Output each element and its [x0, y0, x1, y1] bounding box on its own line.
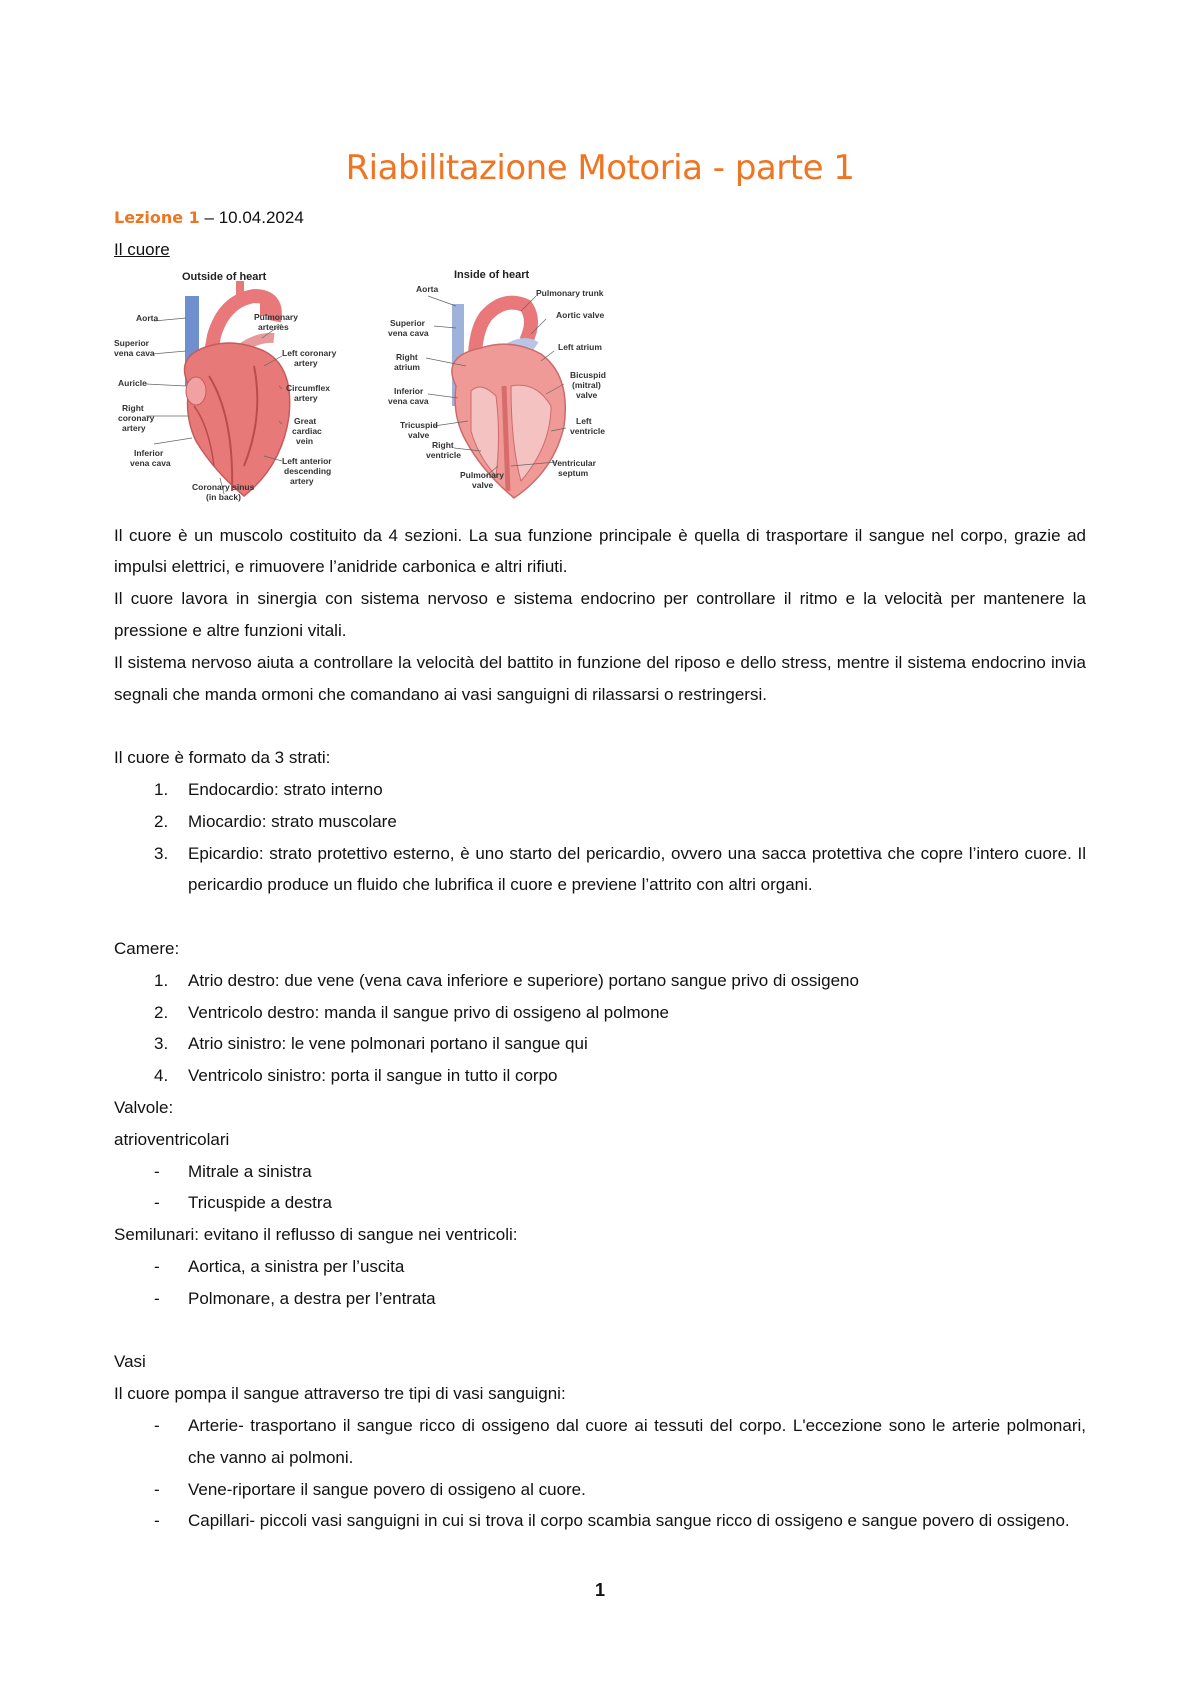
label-pulmonary-trunk: Pulmonary trunk — [536, 287, 604, 298]
label-left-ventricle-a: Left — [576, 415, 592, 426]
chambers-list — [114, 965, 1086, 1092]
label-left-atrium: Left atrium — [558, 341, 602, 352]
label-right: Right — [122, 402, 144, 413]
label-arteries: arteries — [258, 321, 289, 332]
label-right-ventricle-b: ventricle — [426, 449, 461, 460]
list-item: - Arterie- trasportano il sangue ricco di ossigeno dal cuore ai tessuti del corpo. L'eccezione sono le arterie polmonari, che vanno ai polmoni. — [114, 1410, 1086, 1474]
valves-intro: Valvole: — [114, 1097, 174, 1117]
list-item: 2. Miocardio: strato muscolare — [114, 806, 1086, 838]
label-inferior-vena-cava-inside: vena cava — [388, 395, 429, 406]
list-item: - Mitrale a sinistra — [114, 1156, 1086, 1188]
list-item: 4. Ventricolo sinistro: porta il sangue in tutto il corpo — [114, 1060, 1086, 1092]
label-vena-cava: vena cava — [114, 347, 155, 358]
valves-av-list — [114, 1156, 1086, 1220]
list-item: 1. Atrio destro: due vene (vena cava inferiore e superiore) portano sangue privo di ossigeno — [114, 965, 1086, 997]
paragraph-synergy: Il cuore lavora in sinergia con sistema nervoso e sistema endocrino per controllare il ritmo e la velocità per mantenere la pressione e altre funzioni vitali. — [114, 589, 1086, 640]
label-auricle: Auricle — [118, 377, 147, 388]
label-left-coronary: Left coronary — [282, 347, 337, 358]
page-title: Riabilitazione Motoria - parte 1 — [345, 148, 855, 188]
label-right-inside: Right — [396, 351, 418, 362]
label-left-anterior: Left anterior — [282, 455, 332, 466]
label-tricuspid: Tricuspid — [400, 419, 438, 430]
list-item: - Vene-riportare il sangue povero di ossigeno al cuore. — [114, 1474, 1086, 1506]
list-number: 4. — [154, 1066, 169, 1086]
list-number: 3. — [154, 843, 169, 863]
label-ventricular: Ventricular — [552, 457, 596, 468]
heart-figures — [114, 266, 1086, 520]
lesson-date: 10.04.2024 — [218, 208, 304, 227]
label-inferior: Inferior — [134, 447, 164, 458]
outside-heart-caption: Outside of heart — [182, 270, 267, 283]
chambers-intro: Camere: — [114, 938, 180, 958]
spacer — [114, 1315, 1086, 1347]
list-number: 2. — [154, 1002, 169, 1022]
label-artery: artery — [122, 422, 146, 433]
label-aorta: Aorta — [136, 312, 159, 323]
outside-heart-illustration — [114, 266, 364, 516]
dash-marker: - — [154, 1193, 160, 1213]
label-coronary: coronary — [118, 412, 155, 423]
list-item: - Polmonare, a destra per l’entrata — [114, 1283, 1086, 1315]
dash-marker: - — [154, 1256, 160, 1276]
label-circumflex: Circumflex — [286, 382, 330, 393]
document-body — [114, 202, 1086, 1537]
label-superior: Superior — [114, 337, 149, 348]
label-atrium: atrium — [394, 361, 420, 372]
dash-marker: - — [154, 1479, 160, 1499]
dash-marker: - — [154, 1161, 160, 1181]
label-aortic-valve: Aortic valve — [556, 309, 605, 320]
label-mitral-valve: valve — [576, 389, 598, 400]
label-in-back: (in back) — [206, 491, 241, 502]
list-item: - Aortica, a sinistra per l’uscita — [114, 1251, 1086, 1283]
label-mitral: (mitral) — [572, 379, 601, 390]
label-aorta-inside: Aorta — [416, 283, 439, 294]
page-number: 1 — [594, 1580, 605, 1600]
lesson-line — [114, 202, 1086, 234]
dash-marker: - — [154, 1415, 160, 1435]
vessels-heading: Vasi — [114, 1352, 146, 1372]
label-septum: septum — [558, 467, 589, 478]
vessels-list — [114, 1410, 1086, 1537]
label-vena-cava-inside: vena cava — [388, 327, 429, 338]
layers-intro: Il cuore è formato da 3 strati: — [114, 748, 331, 768]
label-left-ventricle-b: ventricle — [570, 425, 605, 436]
label-bicuspid: Bicuspid — [570, 369, 606, 380]
lesson-label: Lezione 1 — [114, 208, 200, 227]
valves-semilunar-heading: Semilunari: evitano il reflusso di sangue nei ventricoli: — [114, 1225, 518, 1245]
label-great: Great — [294, 415, 317, 426]
label-inferior-inside: Inferior — [394, 385, 424, 396]
vessels-intro: Il cuore pompa il sangue attraverso tre tipi di vasi sanguigni: — [114, 1384, 566, 1404]
label-left-coronary-artery: artery — [294, 357, 318, 368]
label-coronary-sinus: Coronary sinus — [192, 481, 255, 492]
label-pulmonary-valve-b: valve — [472, 479, 494, 490]
label-descending-artery: artery — [290, 475, 314, 486]
paragraph-intro: Il cuore è un muscolo costituito da 4 sezioni. La sua funzione principale è quella di trasportare il sangue nel corpo, grazie ad impulsi elettrici, e rimuovere l’anidride carbonica e altri rifiuti. — [114, 525, 1086, 577]
list-item: - Capillari- piccoli vasi sanguigni in cui si trova il corpo scambia sangue ricco di ossigeno e sangue povero di ossigeno. — [114, 1505, 1086, 1537]
label-right-ventricle-a: Right — [432, 439, 454, 450]
list-number: 3. — [154, 1034, 169, 1054]
label-inferior-vena-cava: vena cava — [130, 457, 171, 468]
inside-heart-illustration — [386, 266, 648, 516]
dash-marker: - — [154, 1511, 160, 1531]
inside-heart-caption: Inside of heart — [454, 268, 530, 281]
label-superior-inside: Superior — [390, 317, 425, 328]
valves-av-heading: atrioventricolari — [114, 1129, 230, 1149]
label-pulmonary-valve-a: Pulmonary — [460, 469, 504, 480]
list-item: 1. Endocardio: strato interno — [114, 774, 1086, 806]
list-number: 2. — [154, 811, 169, 831]
label-cardiac: cardiac — [292, 425, 322, 436]
dash-marker: - — [154, 1288, 160, 1308]
section-heading-heart: Il cuore — [114, 239, 170, 259]
spacer — [114, 710, 1086, 742]
list-item: 2. Ventricolo destro: manda il sangue privo di ossigeno al polmone — [114, 997, 1086, 1029]
valves-semilunar-list — [114, 1251, 1086, 1315]
spacer — [114, 901, 1086, 933]
label-tricuspid-valve: valve — [408, 429, 430, 440]
list-item: 3. Atrio sinistro: le vene polmonari portano il sangue qui — [114, 1028, 1086, 1060]
paragraph-nervous: Il sistema nervoso aiuta a controllare la velocità del battito in funzione del riposo e dello stress, mentre il sistema endocrino invia segnali che manda ormoni che comandano ai vasi sanguigni di rilassarsi o restringersi. — [114, 652, 1086, 704]
label-pulmonary: Pulmonary — [254, 311, 298, 322]
layers-list — [114, 774, 1086, 901]
label-vein: vein — [296, 435, 314, 446]
list-item: 3. Epicardio: strato protettivo esterno, è uno starto del pericardio, ovvero una sacca protettiva che copre l’intero cuore. Il pericardio produce un fluido che lubrifica il cuore e previene l’attrito con altri organi. — [114, 838, 1086, 902]
list-number: 1. — [154, 779, 169, 799]
list-number: 1. — [154, 970, 169, 990]
label-descending: descending — [284, 465, 332, 476]
lesson-separator: – — [199, 208, 219, 227]
list-item: - Tricuspide a destra — [114, 1187, 1086, 1219]
label-circumflex-artery: artery — [294, 392, 318, 403]
